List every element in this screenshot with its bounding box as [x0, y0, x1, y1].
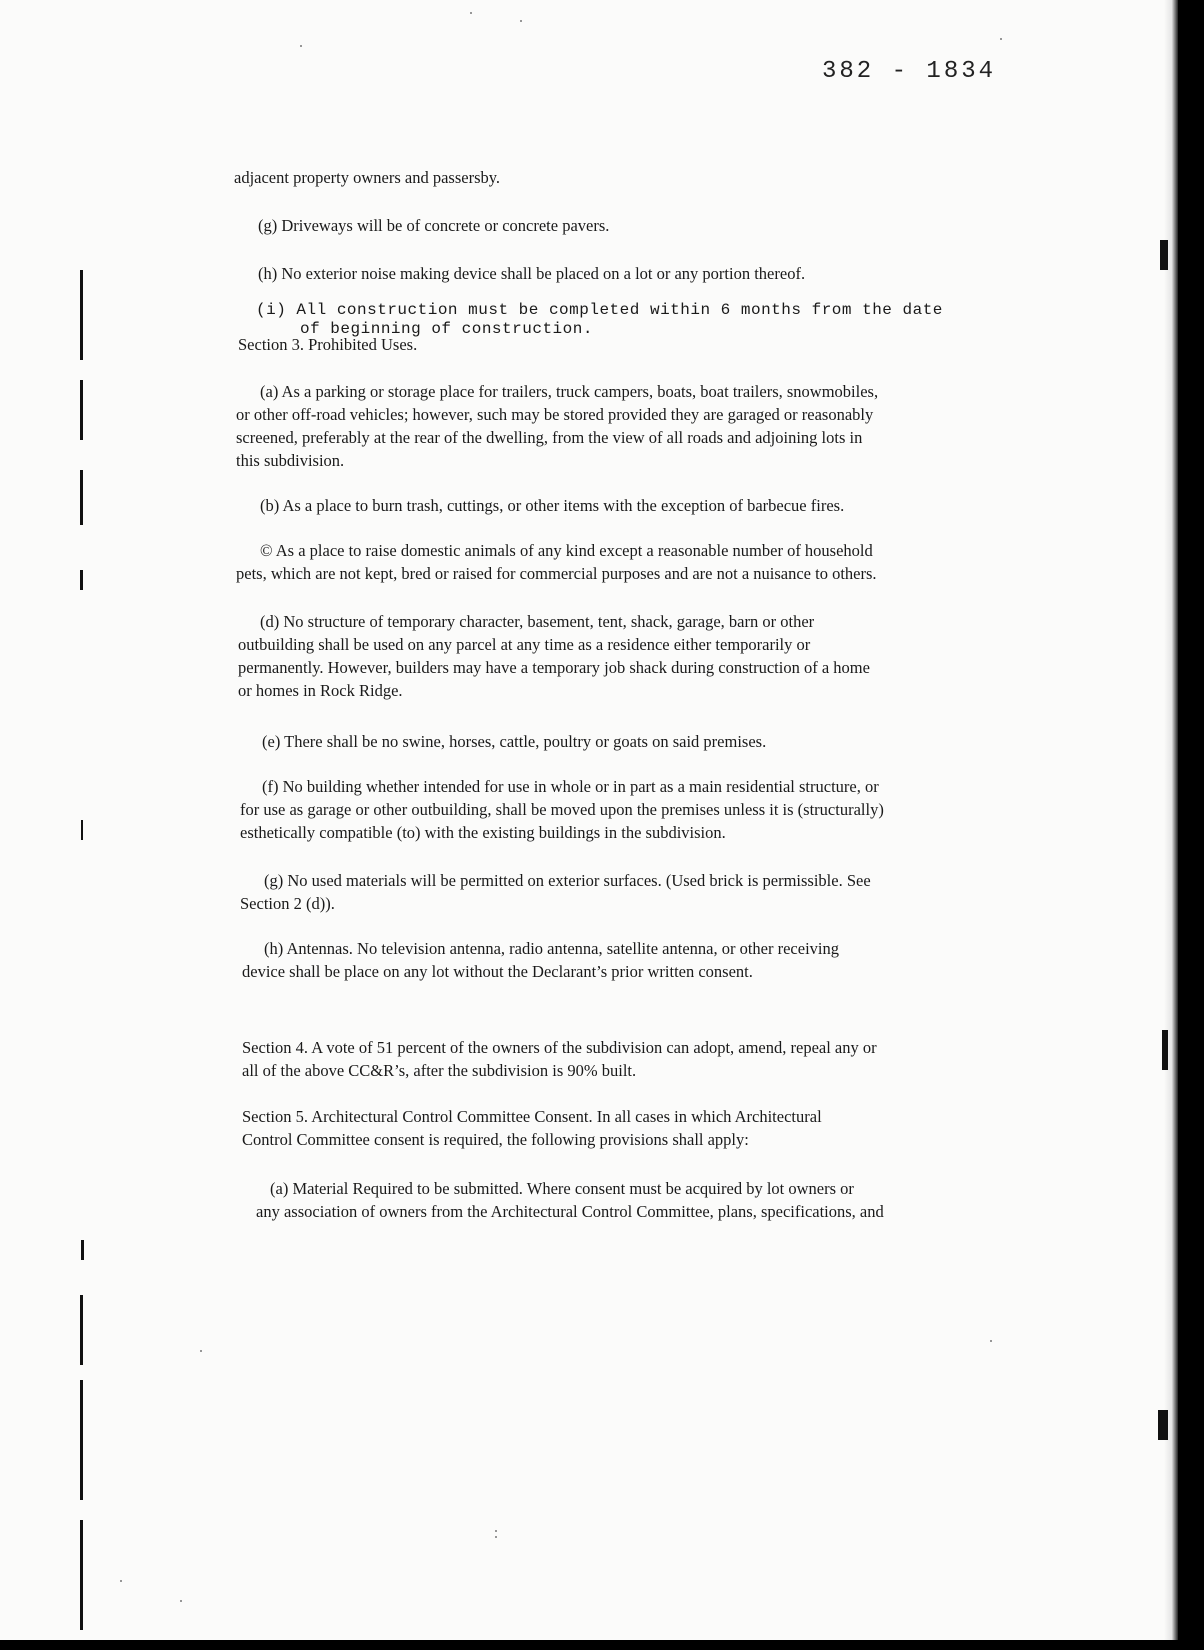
- text-line: pets, which are not kept, bred or raised for commercial purposes and are not a nuisance to others.: [236, 564, 877, 583]
- scan-speck: [495, 1536, 497, 1538]
- scan-speck: [495, 1530, 497, 1532]
- scan-mark: [81, 820, 83, 840]
- text-line: permanently. However, builders may have a temporary job shack during construction of a home: [238, 658, 870, 677]
- section-heading: Section 5. Architectural Control Committee Consent. In all cases in which Architectural: [242, 1107, 822, 1126]
- scan-mark: [80, 380, 83, 440]
- scan-mark: [80, 1295, 83, 1365]
- scan-speck: [120, 1580, 122, 1582]
- typed-insert-line: (i) All construction must be completed within 6 months from the date: [256, 301, 943, 319]
- text-line: (f) No building whether intended for use in whole or in part as a main residential structure, or: [262, 777, 879, 796]
- text-line: (g) Driveways will be of concrete or concrete pavers.: [258, 216, 610, 235]
- text-line: (d) No structure of temporary character, basement, tent, shack, garage, barn or other: [260, 612, 815, 631]
- text-line: (h) Antennas. No television antenna, radio antenna, satellite antenna, or other receiving: [264, 939, 840, 958]
- text-line: or other off-road vehicles; however, such may be stored provided they are garaged or reasonably: [236, 405, 874, 424]
- scan-mark: [80, 470, 83, 525]
- text-line: any association of owners from the Architectural Control Committee, plans, specifications, and: [256, 1202, 884, 1221]
- scan-speck: [200, 1350, 202, 1352]
- scan-mark: [80, 270, 83, 360]
- text-line: (g) No used materials will be permitted on exterior surfaces. (Used brick is permissible. See: [264, 871, 871, 890]
- typed-insert-line: of beginning of construction.: [300, 320, 593, 338]
- text-line: screened, preferably at the rear of the dwelling, from the view of all roads and adjoining lots in: [236, 428, 863, 447]
- text-line: outbuilding shall be used on any parcel at any time as a residence either temporarily or: [238, 635, 811, 654]
- scan-speck: [470, 12, 472, 14]
- scan-mark: [80, 570, 83, 590]
- text-line: (b) As a place to burn trash, cuttings, or other items with the exception of barbecue fires.: [260, 496, 845, 515]
- text-line: device shall be place on any lot without the Declarant’s prior written consent.: [242, 962, 753, 981]
- text-line: for use as garage or other outbuilding, shall be moved upon the premises unless it is (structurally): [240, 800, 884, 819]
- section-heading: Section 4. A vote of 51 percent of the owners of the subdivision can adopt, amend, repeal any or: [242, 1038, 877, 1057]
- scan-mark: [81, 1240, 84, 1260]
- text-line: Control Committee consent is required, the following provisions shall apply:: [242, 1130, 749, 1149]
- text-line: or homes in Rock Ridge.: [238, 681, 403, 700]
- scan-mark: [80, 1520, 83, 1630]
- text-line: adjacent property owners and passersby.: [234, 168, 501, 187]
- text-line: (a) Material Required to be submitted. Where consent must be acquired by lot owners or: [270, 1179, 854, 1198]
- scan-mark: [1160, 240, 1168, 270]
- text-line: Section 2 (d)).: [240, 894, 335, 913]
- scan-speck: [300, 45, 302, 47]
- text-line: (e) There shall be no swine, horses, cattle, poultry or goats on said premises.: [262, 732, 767, 751]
- scan-edge-bottom: [0, 1640, 1204, 1650]
- scan-mark: [1162, 1030, 1168, 1070]
- scan-speck: [1000, 38, 1002, 40]
- text-line: this subdivision.: [236, 451, 345, 470]
- text-line: (h) No exterior noise making device shall be placed on a lot or any portion thereof.: [258, 264, 806, 283]
- section-heading: Section 3. Prohibited Uses.: [238, 335, 418, 354]
- text-line: esthetically compatible (to) with the existing buildings in the subdivision.: [240, 823, 726, 842]
- text-line: (a) As a parking or storage place for trailers, truck campers, boats, boat trailers, snowmobiles,: [260, 382, 879, 401]
- text-line: © As a place to raise domestic animals of any kind except a reasonable number of household: [260, 541, 873, 560]
- scan-mark: [80, 1380, 83, 1500]
- scan-speck: [520, 20, 522, 22]
- scan-speck: [990, 1340, 992, 1342]
- text-line: all of the above CC&R’s, after the subdivision is 90% built.: [242, 1061, 637, 1080]
- page-number: 382 - 1834: [822, 58, 997, 85]
- scan-speck: [180, 1600, 182, 1602]
- scan-mark: [1158, 1410, 1168, 1440]
- scan-edge-right: [1178, 0, 1204, 1650]
